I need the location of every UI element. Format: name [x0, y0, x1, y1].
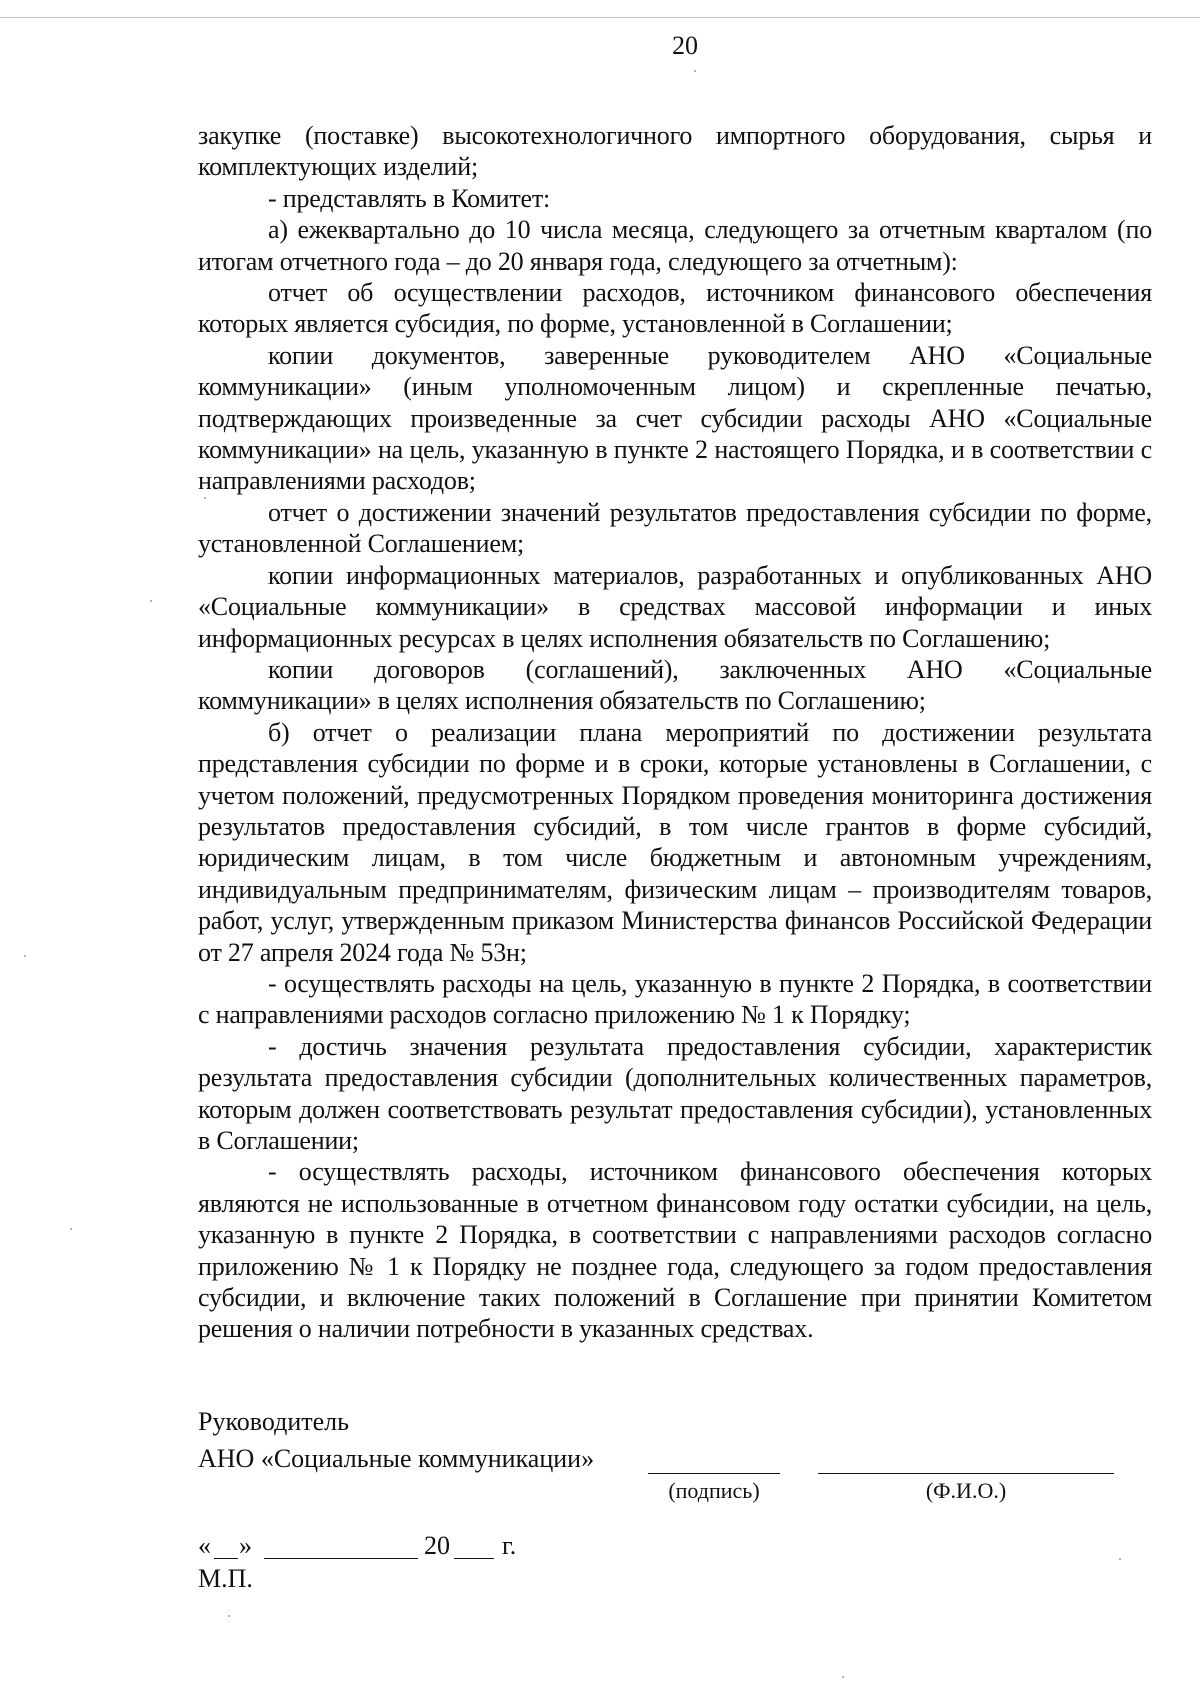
- signatory-role: Руководитель: [198, 1407, 349, 1436]
- full-name-caption: (Ф.И.О.): [925, 1478, 1007, 1503]
- paragraph-9: б) отчет о реализации плана мероприятий по достижении результата представления субсидии по форме и в сроки, которые установлены в Соглашении, с учетом положений, предусмотренных Порядком проведения мониторинга достижения результатов предоставления субсидий, в том числе грантов в форме субсидий, юридическим лицам, в том числе бюджетным и автономным учреждениям, индивидуальным предпринимателям, физическим лицам – производителям товаров, работ, услуг, утвержденным приказом Министерства финансов Российской Федерации от 27 апреля 2024 года № 53н;: [198, 717, 1152, 967]
- scan-speck: [24, 955, 26, 957]
- scan-speck: [694, 70, 696, 72]
- scan-speck: [150, 600, 152, 602]
- document-body: [198, 120, 1152, 1345]
- year-blank-line: [454, 1558, 494, 1559]
- paragraph-7: копии информационных материалов, разработанных и опубликованных АНО «Социальные коммуникации» в средствах массовой информации и иных информационных ресурсах в целях исполнения обязательств по Соглашению;: [198, 560, 1152, 653]
- scan-speck: [204, 497, 206, 499]
- scan-speck: [228, 1615, 230, 1617]
- paragraph-1: закупке (поставке) высокотехнологичного импортного оборудования, сырья и комплектующих изделий;: [198, 121, 1152, 182]
- scan-speck: [70, 1228, 72, 1230]
- paragraph-8: копии договоров (соглашений), заключенных АНО «Социальные коммуникации» в целях исполнения обязательств по Соглашению;: [198, 654, 1152, 716]
- signature-caption: (подпись): [668, 1478, 760, 1503]
- paragraph-11: - достичь значения результата предоставления субсидии, характеристик результата предоставления субсидии (дополнительных количественных параметров, которым должен соответствовать результат предоставления субсидии), установленных в Соглашении;: [198, 1031, 1152, 1155]
- page-number: 20: [672, 31, 698, 60]
- full-name-line: [818, 1473, 1114, 1474]
- top-scan-rule: [0, 17, 1200, 18]
- stamp-label: М.П.: [198, 1564, 253, 1593]
- year-prefix: 20: [424, 1531, 450, 1560]
- signature-line: [648, 1473, 780, 1474]
- paragraph-12: - осуществлять расходы, источником финансового обеспечения которых являются не использованные в отчетном финансовом году остатки субсидии, на цель, указанную в пункте 2 Порядка, в соответствии с направлениями расходов согласно приложению № 1 к Порядку не позднее года, следующего за годом предоставления субсидии, и включение таких положений в Соглашение при принятии Комитетом решения о наличии потребности в указанных средствах.: [198, 1157, 1152, 1344]
- date-close-quote: »: [239, 1531, 252, 1560]
- paragraph-5: копии документов, заверенные руководителем АНО «Социальные коммуникации» (иным уполномоченным лицом) и скрепленные печатью, подтверждающих произведенные за счет субсидии расходы АНО «Социальные коммуникации» на цель, указанную в пункте 2 настоящего Порядка, и в соответствии с направлениями расходов;: [198, 340, 1152, 496]
- year-suffix: г.: [502, 1531, 517, 1560]
- date-open-quote: «: [198, 1531, 211, 1560]
- signatory-organization: АНО «Социальные коммуникации»: [198, 1444, 595, 1473]
- day-blank-line: [214, 1558, 238, 1559]
- paragraph-6: отчет о достижении значений результатов предоставления субсидии по форме, установленной Соглашением;: [198, 497, 1152, 559]
- scan-speck: [842, 1676, 844, 1678]
- scan-speck: [1119, 1558, 1121, 1560]
- paragraph-4: отчет об осуществлении расходов, источником финансового обеспечения которых является субсидия, по форме, установленной в Соглашении;: [198, 278, 1152, 339]
- paragraph-3: а) ежеквартально до 10 числа месяца, следующего за отчетным кварталом (по итогам отчетного года – до 20 января года, следующего за отчетным):: [198, 215, 1152, 276]
- month-blank-line: [264, 1558, 418, 1559]
- paragraph-10: - осуществлять расходы на цель, указанную в пункте 2 Порядка, в соответствии с направлениями расходов согласно приложению № 1 к Порядку;: [198, 968, 1152, 1030]
- paragraph-2: - представлять в Комитет:: [268, 183, 551, 213]
